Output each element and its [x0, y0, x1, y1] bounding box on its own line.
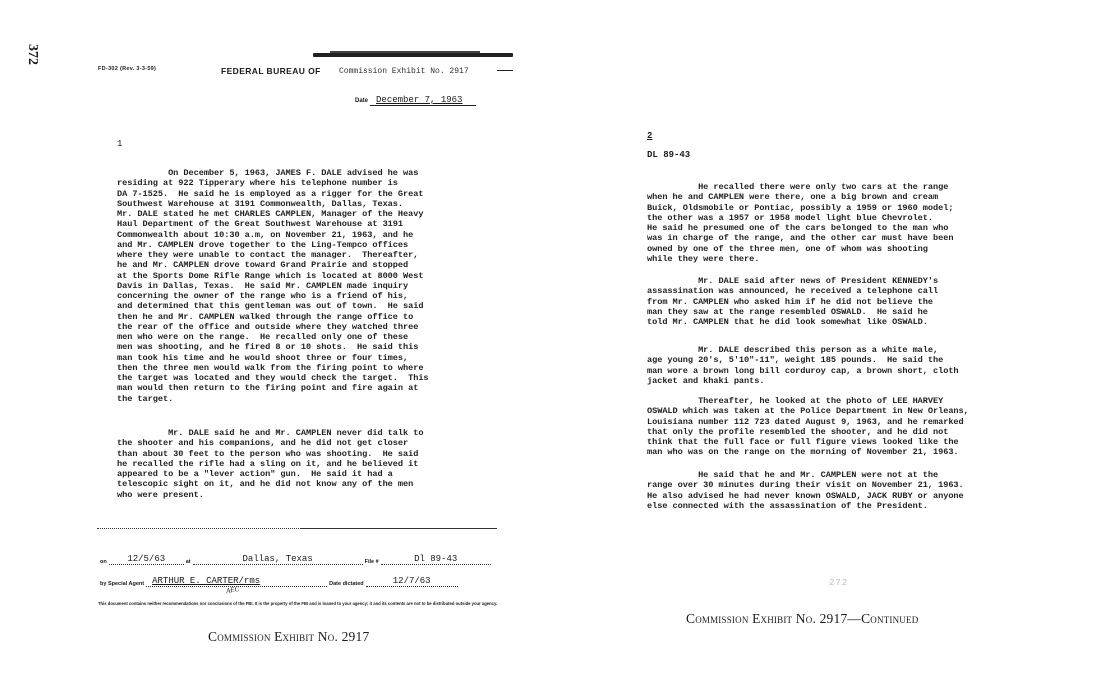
paragraph: He recalled there were only two cars at the range when he and CAMPLEN were there, one a big brown and cream Buick, Oldsmobile or Pontiac, possibly a 1959 or 1960 model; the other was a 1957 or 1958 model light blue Chevrolet. He said he presumed one of the cars belonged to the man who was in charge of the range, and the other car must have been owned by one of the three men, one of whom was shooting while they were there. [647, 182, 954, 264]
paragraph: Mr. DALE said he and Mr. CAMPLEN never did talk to the shooter and his companions, and he did not get closer than about 30 feet to the person who was shooting. He said he recalled the rifle had a sling on it, and he believed it appeared to be a "lever action" gun. He said it had a telescopic sight on it, and he did not know any of the men who were present. [117, 428, 424, 500]
exhibit-caption-left: Commission Exhibit No. 2917 [208, 629, 370, 644]
at-label: at [185, 559, 191, 565]
fine-print-disclaimer: This document contains neither recommendations nor conclusions of the FBI. It is the property of the FBI and is loaned to your agency; it and its contents are not to be distributed outside your agency. [98, 601, 498, 606]
date-value: December 7, 1963 [370, 95, 476, 106]
agent-initials: AEC [225, 584, 240, 596]
file-number: Dl 89-43 [381, 554, 491, 565]
paragraph: Mr. DALE said after news of President KENNEDY's assassination was announced, he received a telephone call from Mr. CAMPLEN who asked him if he did not believe the man they saw at the range resembled OSWALD. He said he told Mr. CAMPLEN that he did look somewhat like OSWALD. [647, 276, 939, 327]
file-reference: DL 89-43 [647, 150, 691, 160]
exhibit-caption-right: Commission Exhibit No. 2917—Continued [686, 611, 919, 626]
header-rule-thick [313, 53, 513, 57]
date-label: Date [355, 98, 369, 104]
footer-agent-row [98, 576, 498, 587]
special-agent: ARTHUR E. CARTER/rms [146, 576, 327, 587]
dictated-label: Date dictated [329, 581, 364, 587]
date-line [355, 95, 476, 106]
on-label: on [100, 559, 107, 565]
page-number-left: 1 [117, 139, 123, 149]
paragraph: He said that he and Mr. CAMPLEN were not at the range over 30 minutes during their visit on November 21, 1963. He also advised he had never known OSWALD, JACK RUBY or anyone else connected with the assassination of the President. [647, 470, 964, 511]
paragraph: Thereafter, he looked at the photo of LEE HARVEY OSWALD which was taken at the Police Department in New Orleans, Louisiana number 112 723 dated August 9, 1963, and he remarked that only the profile resembled the shooter, and he did not think that the full face or full figure views looked like the man who was on the range on the morning of November 21, 1963. [647, 396, 969, 458]
dictated-date: 12/7/63 [366, 576, 458, 587]
file-label: File # [364, 559, 379, 565]
interview-location: Dallas, Texas [193, 554, 363, 565]
separator-line [300, 528, 497, 529]
paragraph: Mr. DALE described this person as a white male, age young 20's, 5'10"-11", weight 185 pounds. He said the man wore a brown long bill corduroy cap, a brown short, cloth jacket and khaki pants. [647, 345, 959, 386]
footer-interview-row [98, 554, 498, 565]
header-dash [497, 70, 513, 71]
page-number-right: 2 [647, 131, 653, 141]
paragraph: On December 5, 1963, JAMES F. DALE advised he was residing at 922 Tipperary where his telephone number is DA 7-1525. He said he is employed as a rigger for the Great Southwest Warehouse at 3191 Commonwealth, Dallas, Texas. Mr. DALE stated he met CHARLES CAMPLEN, Manager of the Heavy Haul Department of the Great Southwest Warehouse at 3191 Commonwealth about 10:30 a.m, on November 21, 1963, and he and Mr. CAMPLEN drove together to the Ling-Tempco offices where they were unable to contact the manager. Thereafter, he and Mr. CAMPLEN drove toward Grand Prairie and stopped at the Sports Dome Rifle Range which is located at 8000 West Davis in Dallas, Texas. He said Mr. CAMPLEN made inquiry concerning the owner of the range who is a friend of his, and determined that this gentleman was out of town. He said then he and Mr. CAMPLEN walked through the range office to the rear of the office and outside where they watched three men who were on the range. He recalled only one of these men was shooting, and he fired 8 or 10 shots. He said this man took his time and he would shoot three or four times, then the three men would walk from the firing point to where the target was located and they would check the target. This man would then return to the firing point and fire again at the target. [117, 168, 429, 404]
exhibit-stamp: Commission Exhibit No. 2917 [339, 67, 469, 76]
faint-page-mark: 272 [829, 578, 849, 588]
agent-label: by Special Agent [100, 581, 145, 587]
form-code: FD-302 (Rev. 3-3-59) [98, 66, 157, 72]
interview-date: 12/5/63 [109, 554, 184, 565]
agency-title: FEDERAL BUREAU OF [221, 66, 321, 76]
margin-page-number: 372 [25, 44, 40, 65]
